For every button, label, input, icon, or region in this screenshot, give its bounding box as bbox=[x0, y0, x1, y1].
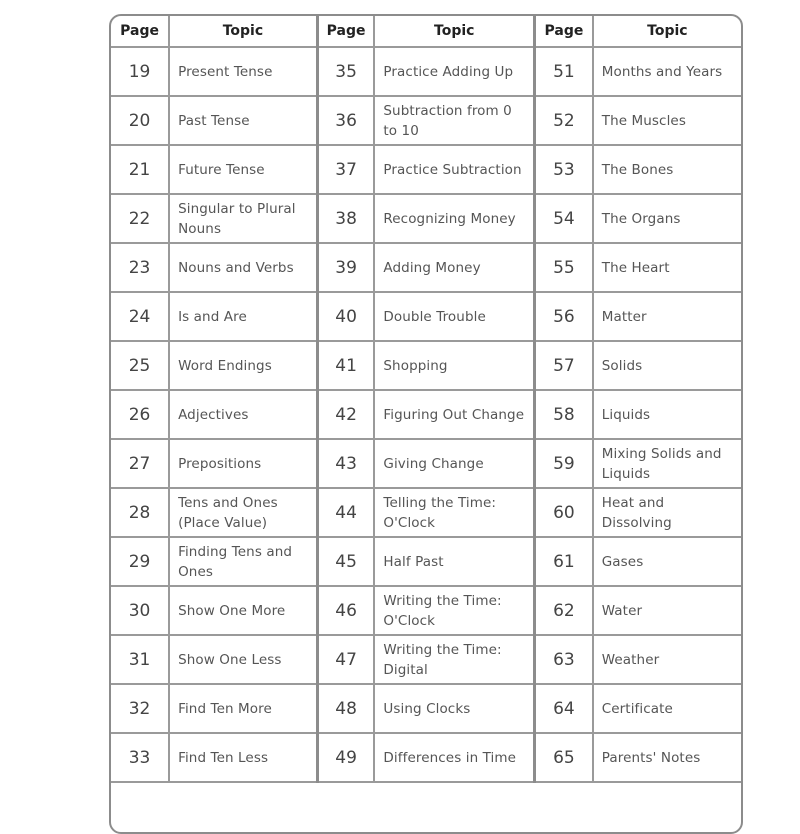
topic-cell: Parents' Notes bbox=[593, 733, 741, 782]
topic-cell: Practice Adding Up bbox=[374, 47, 534, 96]
page-number-cell: 33 bbox=[111, 733, 169, 782]
page-number-cell: 23 bbox=[111, 243, 169, 292]
topic-cell: Is and Are bbox=[169, 292, 317, 341]
topic-cell: Future Tense bbox=[169, 145, 317, 194]
topic-cell: Figuring Out Change bbox=[374, 390, 534, 439]
topic-cell: Double Trouble bbox=[374, 292, 534, 341]
table-row bbox=[111, 47, 741, 96]
page-number-cell: 54 bbox=[535, 194, 593, 243]
page-number-cell: 36 bbox=[317, 96, 374, 145]
page-number-cell: 61 bbox=[535, 537, 593, 586]
page-number-cell: 65 bbox=[535, 733, 593, 782]
page-number-cell: 21 bbox=[111, 145, 169, 194]
page-number-cell: 57 bbox=[535, 341, 593, 390]
table-row bbox=[111, 145, 741, 194]
topic-cell: Using Clocks bbox=[374, 684, 534, 733]
topic-cell: Weather bbox=[593, 635, 741, 684]
header-row bbox=[111, 16, 741, 47]
topic-cell: Recognizing Money bbox=[374, 194, 534, 243]
page-number-cell: 41 bbox=[317, 341, 374, 390]
contents-table bbox=[111, 16, 741, 783]
topic-cell: Half Past bbox=[374, 537, 534, 586]
table-row bbox=[111, 341, 741, 390]
table-row bbox=[111, 390, 741, 439]
page-number-cell: 55 bbox=[535, 243, 593, 292]
table-row bbox=[111, 586, 741, 635]
page-number-cell: 30 bbox=[111, 586, 169, 635]
page-number-cell: 49 bbox=[317, 733, 374, 782]
page-header: Page bbox=[535, 16, 593, 47]
page-number-cell: 58 bbox=[535, 390, 593, 439]
topic-cell: Practice Subtraction bbox=[374, 145, 534, 194]
page-number-cell: 45 bbox=[317, 537, 374, 586]
table-row bbox=[111, 194, 741, 243]
page-number-cell: 29 bbox=[111, 537, 169, 586]
topic-cell: Heat and Dissolving bbox=[593, 488, 741, 537]
table-row bbox=[111, 292, 741, 341]
topic-cell: Matter bbox=[593, 292, 741, 341]
topic-cell: Singular to Plural Nouns bbox=[169, 194, 317, 243]
page-number-cell: 56 bbox=[535, 292, 593, 341]
page-header: Page bbox=[111, 16, 169, 47]
topic-cell: Giving Change bbox=[374, 439, 534, 488]
page-number-cell: 51 bbox=[535, 47, 593, 96]
topic-cell: Writing the Time: Digital bbox=[374, 635, 534, 684]
page-number-cell: 52 bbox=[535, 96, 593, 145]
table-row bbox=[111, 635, 741, 684]
topic-cell: The Organs bbox=[593, 194, 741, 243]
page-number-cell: 28 bbox=[111, 488, 169, 537]
table-row bbox=[111, 537, 741, 586]
topic-cell: Months and Years bbox=[593, 47, 741, 96]
table-row bbox=[111, 243, 741, 292]
topic-cell: The Muscles bbox=[593, 96, 741, 145]
topic-cell: Word Endings bbox=[169, 341, 317, 390]
table-row bbox=[111, 733, 741, 782]
topic-cell: Solids bbox=[593, 341, 741, 390]
table-row bbox=[111, 488, 741, 537]
topic-cell: Nouns and Verbs bbox=[169, 243, 317, 292]
topic-cell: Subtraction from 0 to 10 bbox=[374, 96, 534, 145]
page-number-cell: 59 bbox=[535, 439, 593, 488]
table-row bbox=[111, 684, 741, 733]
topic-header: Topic bbox=[169, 16, 317, 47]
page-number-cell: 32 bbox=[111, 684, 169, 733]
table-row bbox=[111, 439, 741, 488]
table-row bbox=[111, 96, 741, 145]
topic-cell: Adjectives bbox=[169, 390, 317, 439]
page-number-cell: 44 bbox=[317, 488, 374, 537]
topic-cell: Past Tense bbox=[169, 96, 317, 145]
topic-cell: Differences in Time bbox=[374, 733, 534, 782]
topic-cell: Water bbox=[593, 586, 741, 635]
topic-cell: Find Ten More bbox=[169, 684, 317, 733]
topic-cell: Shopping bbox=[374, 341, 534, 390]
page-number-cell: 53 bbox=[535, 145, 593, 194]
topic-cell: Adding Money bbox=[374, 243, 534, 292]
page-number-cell: 48 bbox=[317, 684, 374, 733]
topic-cell: Tens and Ones (Place Value) bbox=[169, 488, 317, 537]
page-number-cell: 39 bbox=[317, 243, 374, 292]
page-header: Page bbox=[317, 16, 374, 47]
topic-cell: Find Ten Less bbox=[169, 733, 317, 782]
topic-cell: Show One Less bbox=[169, 635, 317, 684]
topic-cell: Finding Tens and Ones bbox=[169, 537, 317, 586]
page-number-cell: 26 bbox=[111, 390, 169, 439]
topic-cell: Show One More bbox=[169, 586, 317, 635]
topic-cell: Liquids bbox=[593, 390, 741, 439]
page-number-cell: 35 bbox=[317, 47, 374, 96]
page-number-cell: 25 bbox=[111, 341, 169, 390]
topic-cell: Certificate bbox=[593, 684, 741, 733]
page-number-cell: 40 bbox=[317, 292, 374, 341]
topic-cell: Mixing Solids and Liquids bbox=[593, 439, 741, 488]
page-number-cell: 20 bbox=[111, 96, 169, 145]
page-number-cell: 47 bbox=[317, 635, 374, 684]
topic-cell: The Heart bbox=[593, 243, 741, 292]
topic-header: Topic bbox=[593, 16, 741, 47]
page-number-cell: 27 bbox=[111, 439, 169, 488]
page-number-cell: 60 bbox=[535, 488, 593, 537]
topic-cell: Present Tense bbox=[169, 47, 317, 96]
page-number-cell: 63 bbox=[535, 635, 593, 684]
page-number-cell: 22 bbox=[111, 194, 169, 243]
topic-cell: Writing the Time: O'Clock bbox=[374, 586, 534, 635]
page-number-cell: 37 bbox=[317, 145, 374, 194]
topic-cell: Prepositions bbox=[169, 439, 317, 488]
topic-cell: Gases bbox=[593, 537, 741, 586]
page-number-cell: 46 bbox=[317, 586, 374, 635]
topic-cell: The Bones bbox=[593, 145, 741, 194]
page-number-cell: 31 bbox=[111, 635, 169, 684]
page-number-cell: 43 bbox=[317, 439, 374, 488]
contents-table-frame bbox=[109, 14, 743, 834]
topic-header: Topic bbox=[374, 16, 534, 47]
page-number-cell: 62 bbox=[535, 586, 593, 635]
page-number-cell: 38 bbox=[317, 194, 374, 243]
topic-cell: Telling the Time: O'Clock bbox=[374, 488, 534, 537]
page-number-cell: 19 bbox=[111, 47, 169, 96]
page-number-cell: 64 bbox=[535, 684, 593, 733]
page-number-cell: 24 bbox=[111, 292, 169, 341]
page-number-cell: 42 bbox=[317, 390, 374, 439]
